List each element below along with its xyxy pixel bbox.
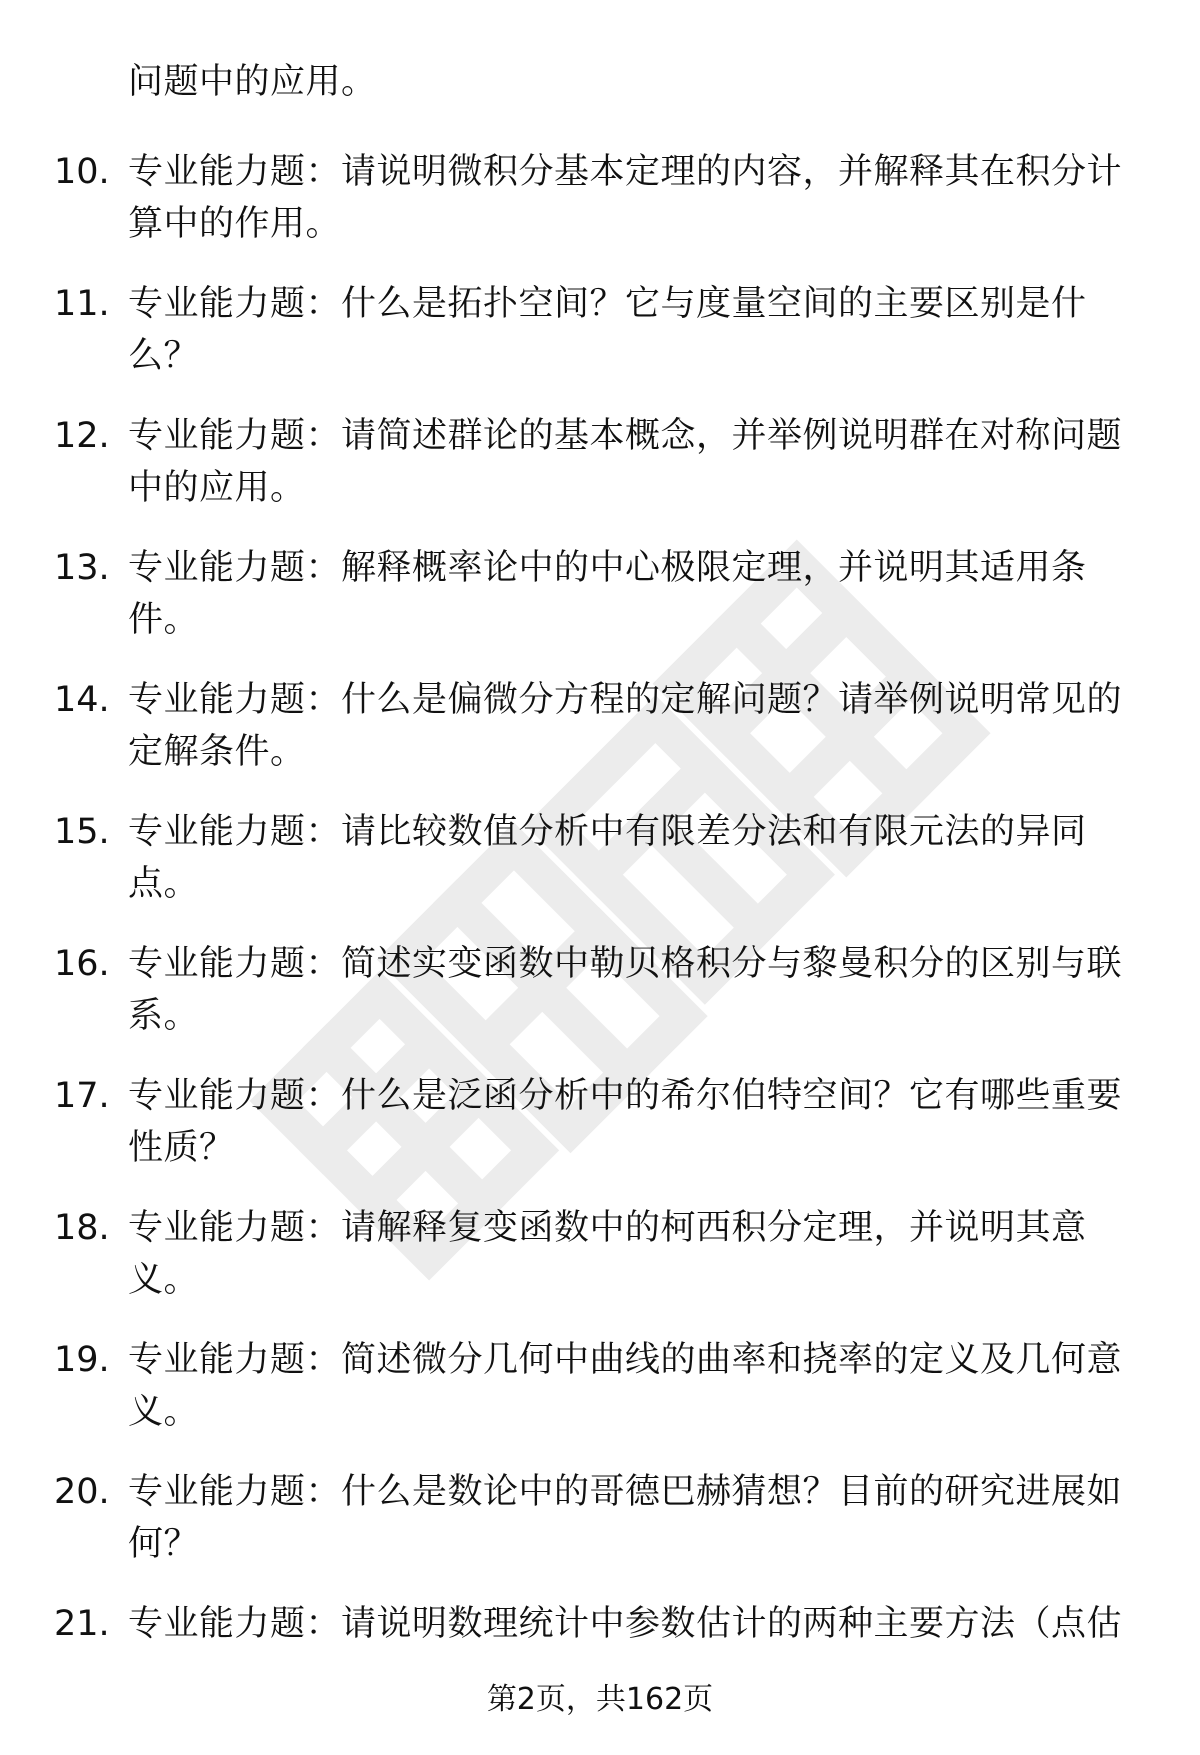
question-item — [0, 542, 1200, 674]
question-number: 18. — [54, 1208, 110, 1248]
question-item — [0, 1334, 1200, 1466]
question-list — [0, 146, 1200, 1730]
question-number: 20. — [54, 1472, 110, 1512]
question-text: 专业能力题：简述微分几何中曲线的曲率和挠率的定义及几何意义。 — [128, 1340, 1123, 1432]
question-item — [0, 146, 1200, 278]
question-text: 专业能力题：请解释复变函数中的柯西积分定理，并说明其意义。 — [128, 1208, 1087, 1300]
question-text: 专业能力题：什么是偏微分方程的定解问题？请举例说明常见的定解条件。 — [128, 680, 1123, 772]
page-footer: 第2页，共162页 — [486, 1682, 714, 1717]
question-text: 专业能力题：什么是数论中的哥德巴赫猜想？目前的研究进展如何？ — [128, 1472, 1123, 1564]
question-number: 14. — [54, 680, 110, 720]
question-number: 15. — [54, 812, 110, 852]
question-text: 专业能力题：请说明数理统计中参数估计的两种主要方法（点估 — [128, 1604, 1123, 1644]
question-item — [0, 410, 1200, 542]
question-item — [0, 1070, 1200, 1202]
question-text: 专业能力题：解释概率论中的中心极限定理，并说明其适用条件。 — [128, 548, 1087, 640]
question-text: 专业能力题：请比较数值分析中有限差分法和有限元法的异同点。 — [128, 812, 1087, 904]
question-text: 专业能力题：请说明微积分基本定理的内容，并解释其在积分计算中的作用。 — [128, 152, 1123, 244]
question-item — [0, 806, 1200, 938]
question-text: 专业能力题：什么是拓扑空间？它与度量空间的主要区别是什么？ — [128, 284, 1087, 376]
question-number: 13. — [54, 548, 110, 588]
question-text: 专业能力题：简述实变函数中勒贝格积分与黎曼积分的区别与联系。 — [128, 944, 1123, 1036]
question-text: 专业能力题：什么是泛函分析中的希尔伯特空间？它有哪些重要性质？ — [128, 1076, 1123, 1168]
question-item — [0, 1466, 1200, 1598]
question-number: 17. — [54, 1076, 110, 1116]
question-text: 专业能力题：请简述群论的基本概念，并举例说明群在对称问题中的应用。 — [128, 416, 1123, 508]
question-number: 21. — [54, 1604, 110, 1644]
question-number: 19. — [54, 1340, 110, 1380]
question-number: 12. — [54, 416, 110, 456]
question-item — [0, 1202, 1200, 1334]
question-number: 11. — [54, 284, 110, 324]
question-number: 10. — [54, 152, 110, 192]
question-item — [0, 938, 1200, 1070]
question-number: 16. — [54, 944, 110, 984]
question-item — [0, 674, 1200, 806]
continuation-text: 问题中的应用。 — [128, 62, 377, 102]
question-item — [0, 278, 1200, 410]
